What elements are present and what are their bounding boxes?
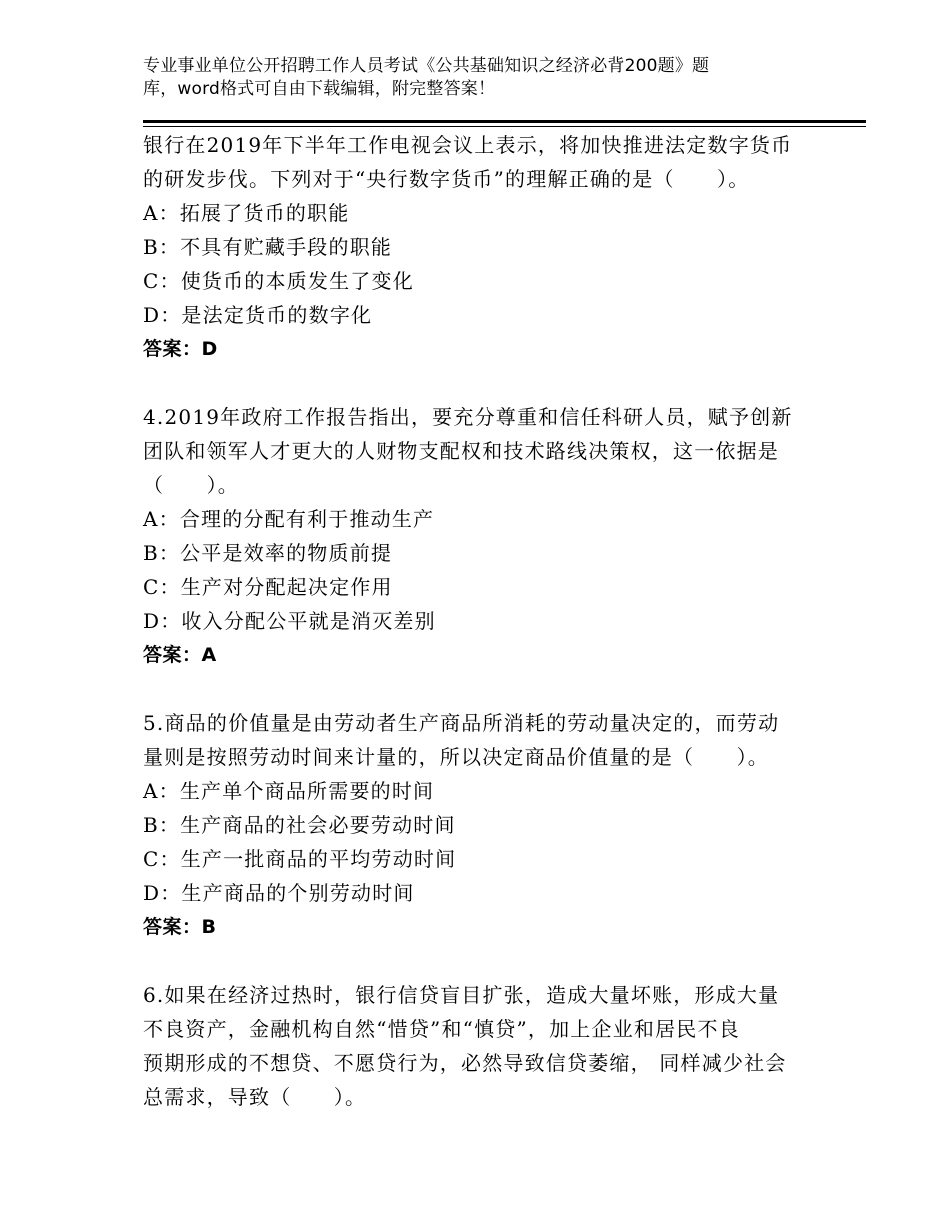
question-3-stem-line-1: 银行在2019年下半年工作电视会议上表示，将加快推进法定数字货币	[143, 133, 793, 157]
question-4-option-d: D：收入分配公平就是消灭差别	[143, 609, 436, 633]
question-3-option-a: A：拓展了货币的职能	[143, 201, 350, 225]
question-4-stem-line-2: 团队和领军人才更大的人财物支配权和技术路线决策权，这一依据是	[143, 439, 779, 463]
question-4-option-a: A：合理的分配有利于推动生产	[143, 507, 435, 531]
question-6-stem-line-4: 总需求，导致（ ）。	[143, 1085, 367, 1109]
question-4-stem-line-1: 4.2019年政府工作报告指出，要充分尊重和信任科研人员，赋予创新	[143, 405, 793, 429]
question-3-stem-line-2: 的研发步伐。下列对于“央行数字货币”的理解正确的是（ ）。	[143, 167, 750, 191]
question-3-option-c: C：使货币的本质发生了变化	[143, 269, 414, 293]
question-6-stem-line-1: 6.如果在经济过热时，银行信贷盲目扩张，造成大量坏账，形成大量	[143, 983, 780, 1007]
question-5-option-a: A：生产单个商品所需要的时间	[143, 779, 435, 803]
question-6	[143, 978, 823, 1114]
question-5-answer: 答案：B	[143, 916, 217, 938]
header-rule-thick	[143, 120, 866, 123]
spacer	[143, 672, 823, 706]
question-list	[143, 128, 823, 1114]
header-line-2: 库，word格式可自由下载编辑，附完整答案！	[143, 79, 496, 99]
question-5-stem-line-2: 量则是按照劳动时间来计量的，所以决定商品价值量的是（ ）。	[143, 745, 769, 769]
question-4-stem-line-3: （ ）。	[143, 473, 239, 497]
question-6-stem-line-3: 预期形成的不想贷、不愿贷行为，必然导致信贷萎缩， 同样减少社会	[143, 1051, 787, 1075]
spacer	[143, 944, 823, 978]
header-rule-thin	[143, 126, 866, 127]
question-5-option-c: C：生产一批商品的平均劳动时间	[143, 847, 457, 871]
header-line-1: 专业事业单位公开招聘工作人员考试《公共基础知识之经济必背200题》题	[143, 56, 710, 76]
question-3	[143, 128, 823, 366]
question-6-stem-line-2: 不良资产，金融机构自然“惜贷”和“慎贷”，加上企业和居民不良	[143, 1017, 740, 1041]
question-4-answer: 答案：A	[143, 644, 217, 666]
question-3-option-d: D：是法定货币的数字化	[143, 303, 373, 327]
question-4-option-b: B：公平是效率的物质前提	[143, 541, 393, 565]
question-3-answer: 答案：D	[143, 338, 218, 360]
document-header	[143, 55, 823, 101]
question-5-option-b: B：生产商品的社会必要劳动时间	[143, 813, 456, 837]
spacer	[143, 366, 823, 400]
question-4-option-c: C：生产对分配起决定作用	[143, 575, 393, 599]
question-5-option-d: D：生产商品的个别劳动时间	[143, 881, 415, 905]
question-4	[143, 400, 823, 672]
question-5-stem-line-1: 5.商品的价值量是由劳动者生产商品所消耗的劳动量决定的，而劳动	[143, 711, 780, 735]
question-5	[143, 706, 823, 944]
question-3-option-b: B：不具有贮藏手段的职能	[143, 235, 393, 259]
